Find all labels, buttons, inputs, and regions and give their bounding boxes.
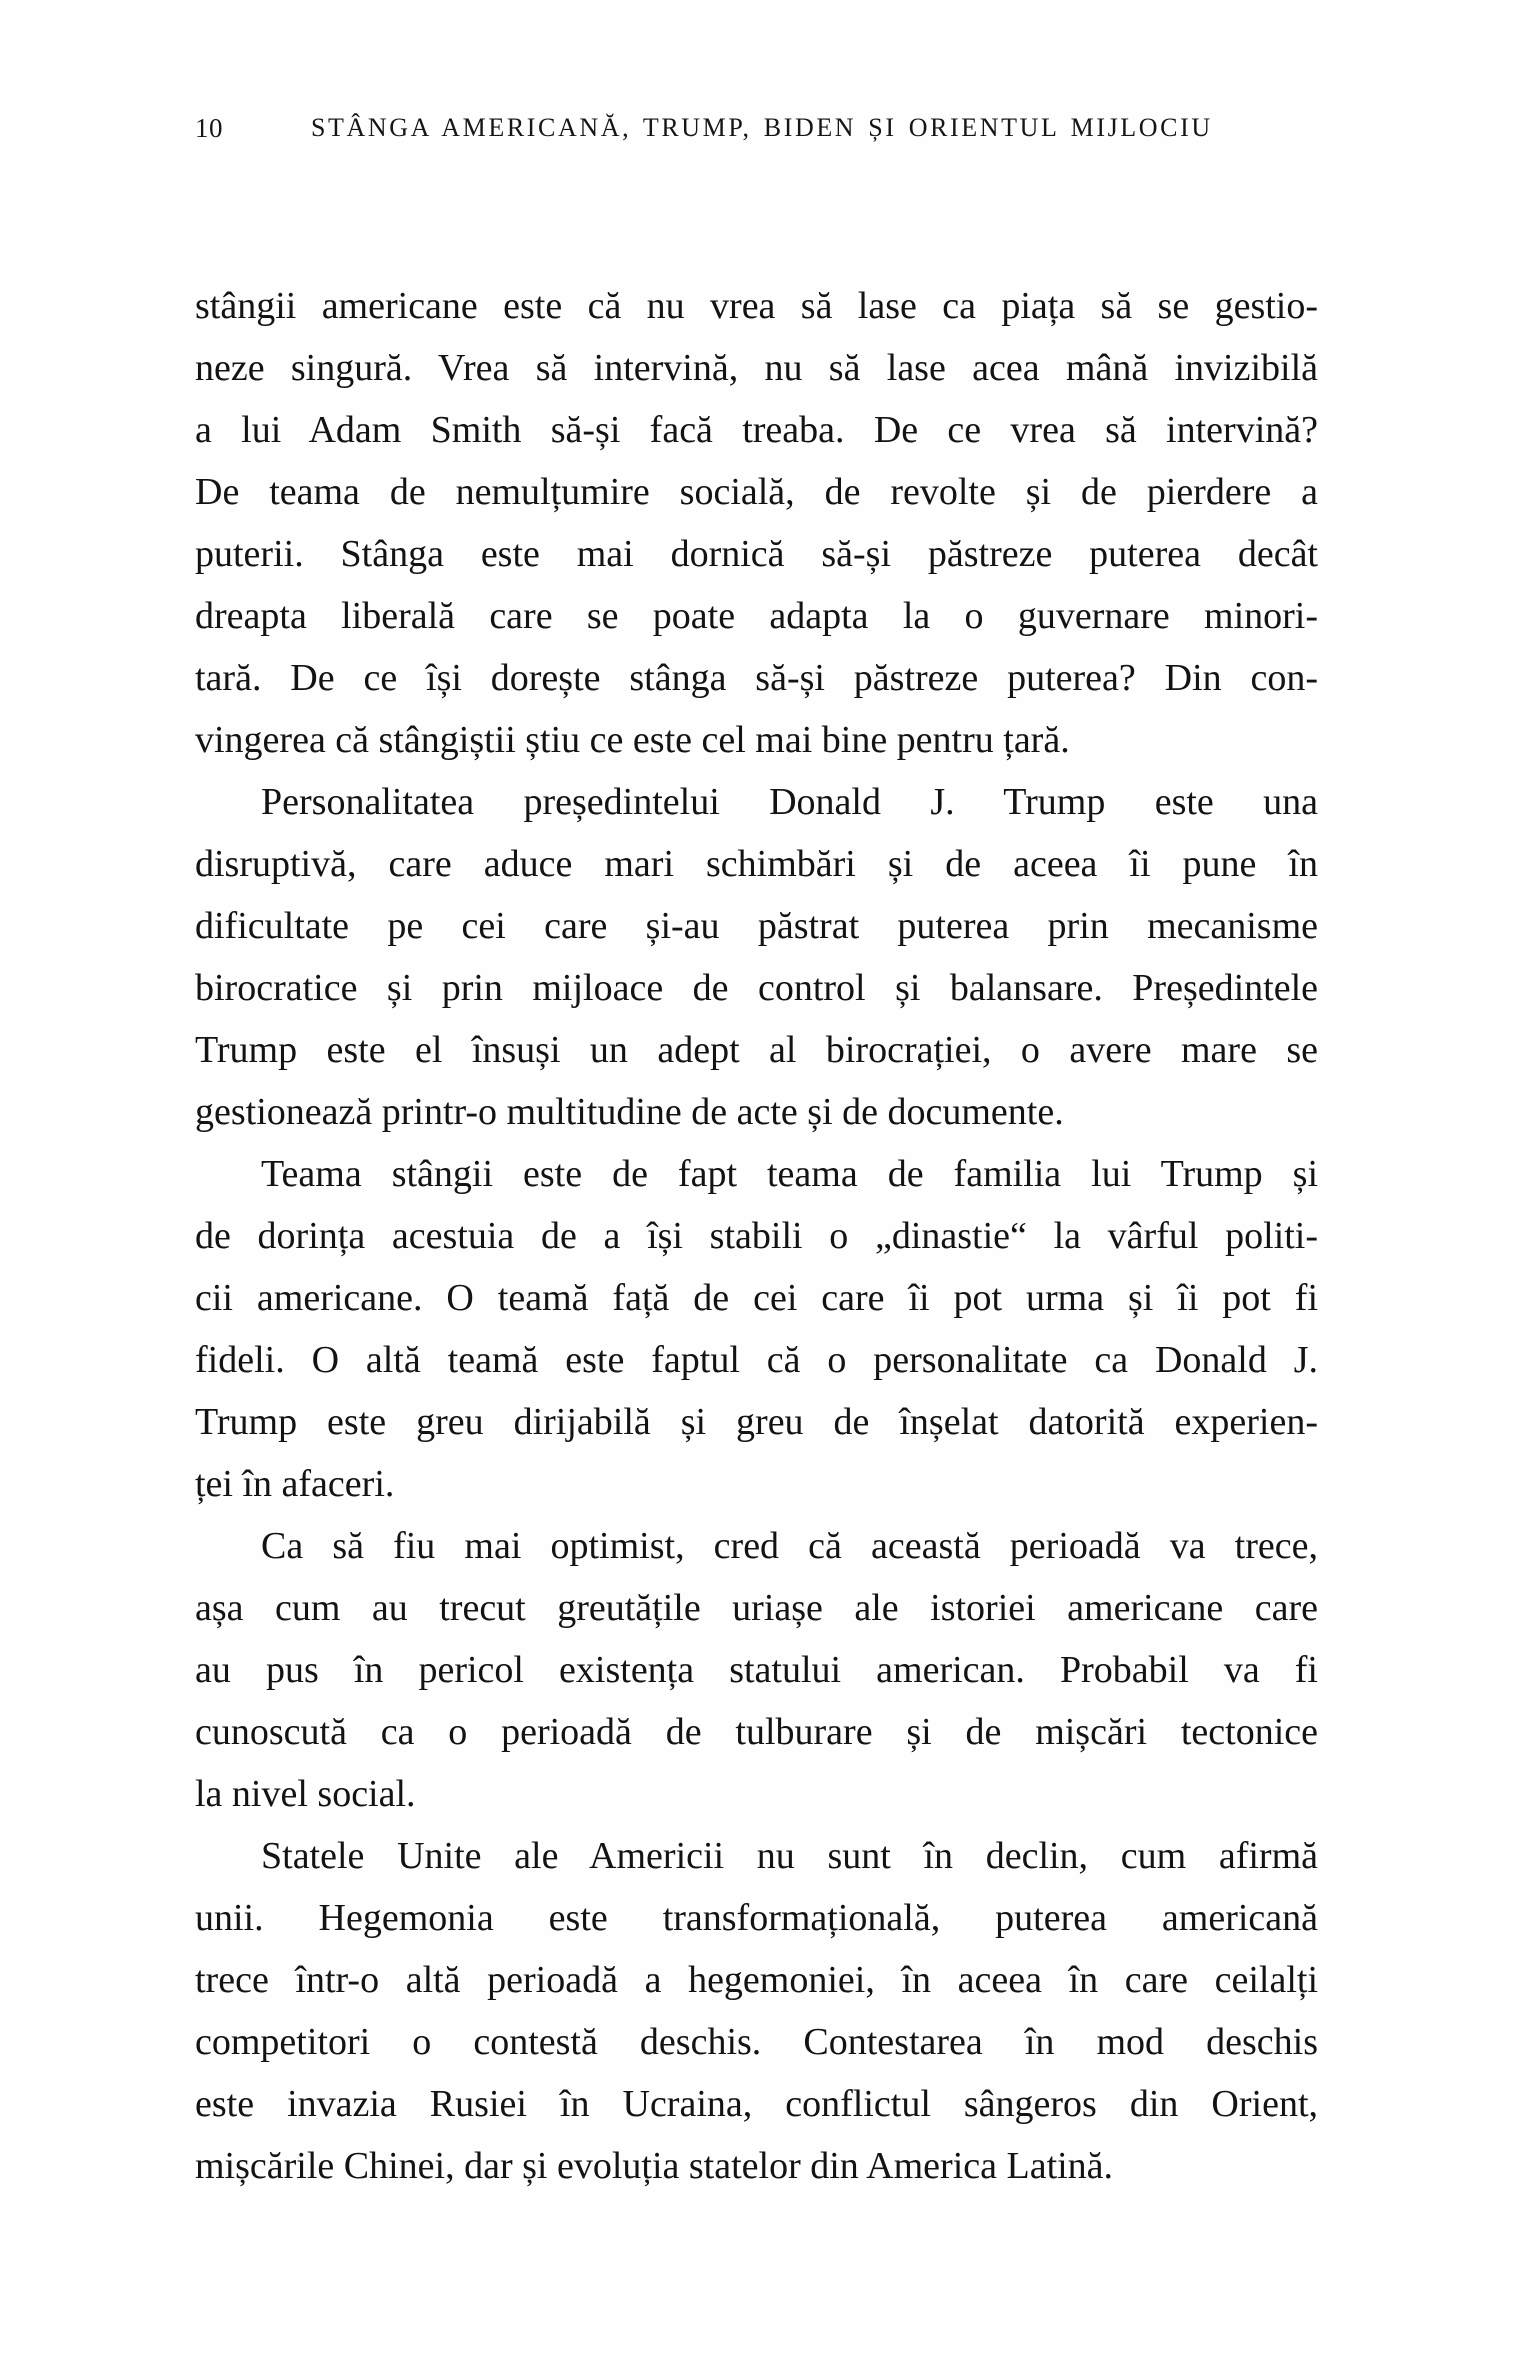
text-line: Teama stângii este de fapt teama de familia lui Trump și bbox=[261, 1153, 1318, 1195]
text-line: puterii. Stânga este mai dornică să-și păstreze puterea decât bbox=[195, 533, 1318, 575]
page-header bbox=[195, 110, 1318, 150]
text-line: Ca să fiu mai optimist, cred că această perioadă va trece, bbox=[261, 1525, 1318, 1567]
text-line: trece într-o altă perioadă a hegemoniei, în aceea în care ceilalți bbox=[195, 1959, 1318, 2001]
paragraph-1 bbox=[195, 275, 1318, 771]
text-line: Trump este el însuși un adept al birocrației, o avere mare se bbox=[195, 1029, 1318, 1071]
running-title: STÂNGA AMERICANĂ, TRUMP, BIDEN ȘI ORIENTUL MIJLOCIU bbox=[311, 113, 1213, 142]
text-line: vingerea că stângiștii știu ce este cel mai bine pentru țară. bbox=[195, 719, 1070, 761]
text-line: fideli. O altă teamă este faptul că o personalitate ca Donald J. bbox=[195, 1339, 1318, 1381]
paragraph-3 bbox=[195, 1143, 1318, 1515]
paragraph-5 bbox=[195, 1825, 1318, 2197]
text-line: Trump este greu dirijabilă și greu de înșelat datorită experien- bbox=[195, 1401, 1318, 1443]
text-line: stângii americane este că nu vrea să lase ca piața să se gestio- bbox=[195, 285, 1318, 327]
text-line: cii americane. O teamă față de cei care îi pot urma și îi pot fi bbox=[195, 1277, 1318, 1319]
text-line: Personalitatea președintelui Donald J. Trump este una bbox=[261, 781, 1318, 823]
text-line: birocratice și prin mijloace de control și balansare. Președintele bbox=[195, 967, 1318, 1009]
text-line: competitori o contestă deschis. Contestarea în mod deschis bbox=[195, 2021, 1318, 2063]
text-line: dificultate pe cei care și-au păstrat puterea prin mecanisme bbox=[195, 905, 1318, 947]
text-line: a lui Adam Smith să-și facă treaba. De ce vrea să intervină? bbox=[195, 409, 1318, 451]
text-line: gestionează printr-o multitudine de acte și de documente. bbox=[195, 1091, 1064, 1133]
text-line: la nivel social. bbox=[195, 1773, 416, 1815]
paragraph-2 bbox=[195, 771, 1318, 1143]
text-line: De teama de nemulțumire socială, de revolte și de pierdere a bbox=[195, 471, 1318, 513]
text-line: disruptivă, care aduce mari schimbări și de aceea îi pune în bbox=[195, 843, 1318, 885]
text-line: este invazia Rusiei în Ucraina, conflictul sângeros din Orient, bbox=[195, 2083, 1318, 2125]
paragraph-4 bbox=[195, 1515, 1318, 1825]
text-line: de dorința acestuia de a își stabili o „dinastie“ la vârful politi- bbox=[195, 1215, 1318, 1257]
text-line: dreapta liberală care se poate adapta la o guvernare minori- bbox=[195, 595, 1318, 637]
text-line: unii. Hegemonia este transformațională, puterea americană bbox=[195, 1897, 1318, 1939]
text-line: neze singură. Vrea să intervină, nu să lase acea mână invizibilă bbox=[195, 347, 1318, 389]
text-line: ței în afaceri. bbox=[195, 1463, 395, 1505]
page-number: 10 bbox=[195, 113, 223, 143]
text-line: mișcările Chinei, dar și evoluția statelor din America Latină. bbox=[195, 2145, 1114, 2187]
body-text bbox=[195, 275, 1318, 2197]
text-line: Statele Unite ale Americii nu sunt în declin, cum afirmă bbox=[261, 1835, 1318, 1877]
text-line: așa cum au trecut greutățile uriașe ale istoriei americane care bbox=[195, 1587, 1318, 1629]
text-line: au pus în pericol existența statului american. Probabil va fi bbox=[195, 1649, 1318, 1691]
text-line: tară. De ce își dorește stânga să-și păstreze puterea? Din con- bbox=[195, 657, 1318, 699]
text-line: cunoscută ca o perioadă de tulburare și de mișcări tectonice bbox=[195, 1711, 1318, 1753]
